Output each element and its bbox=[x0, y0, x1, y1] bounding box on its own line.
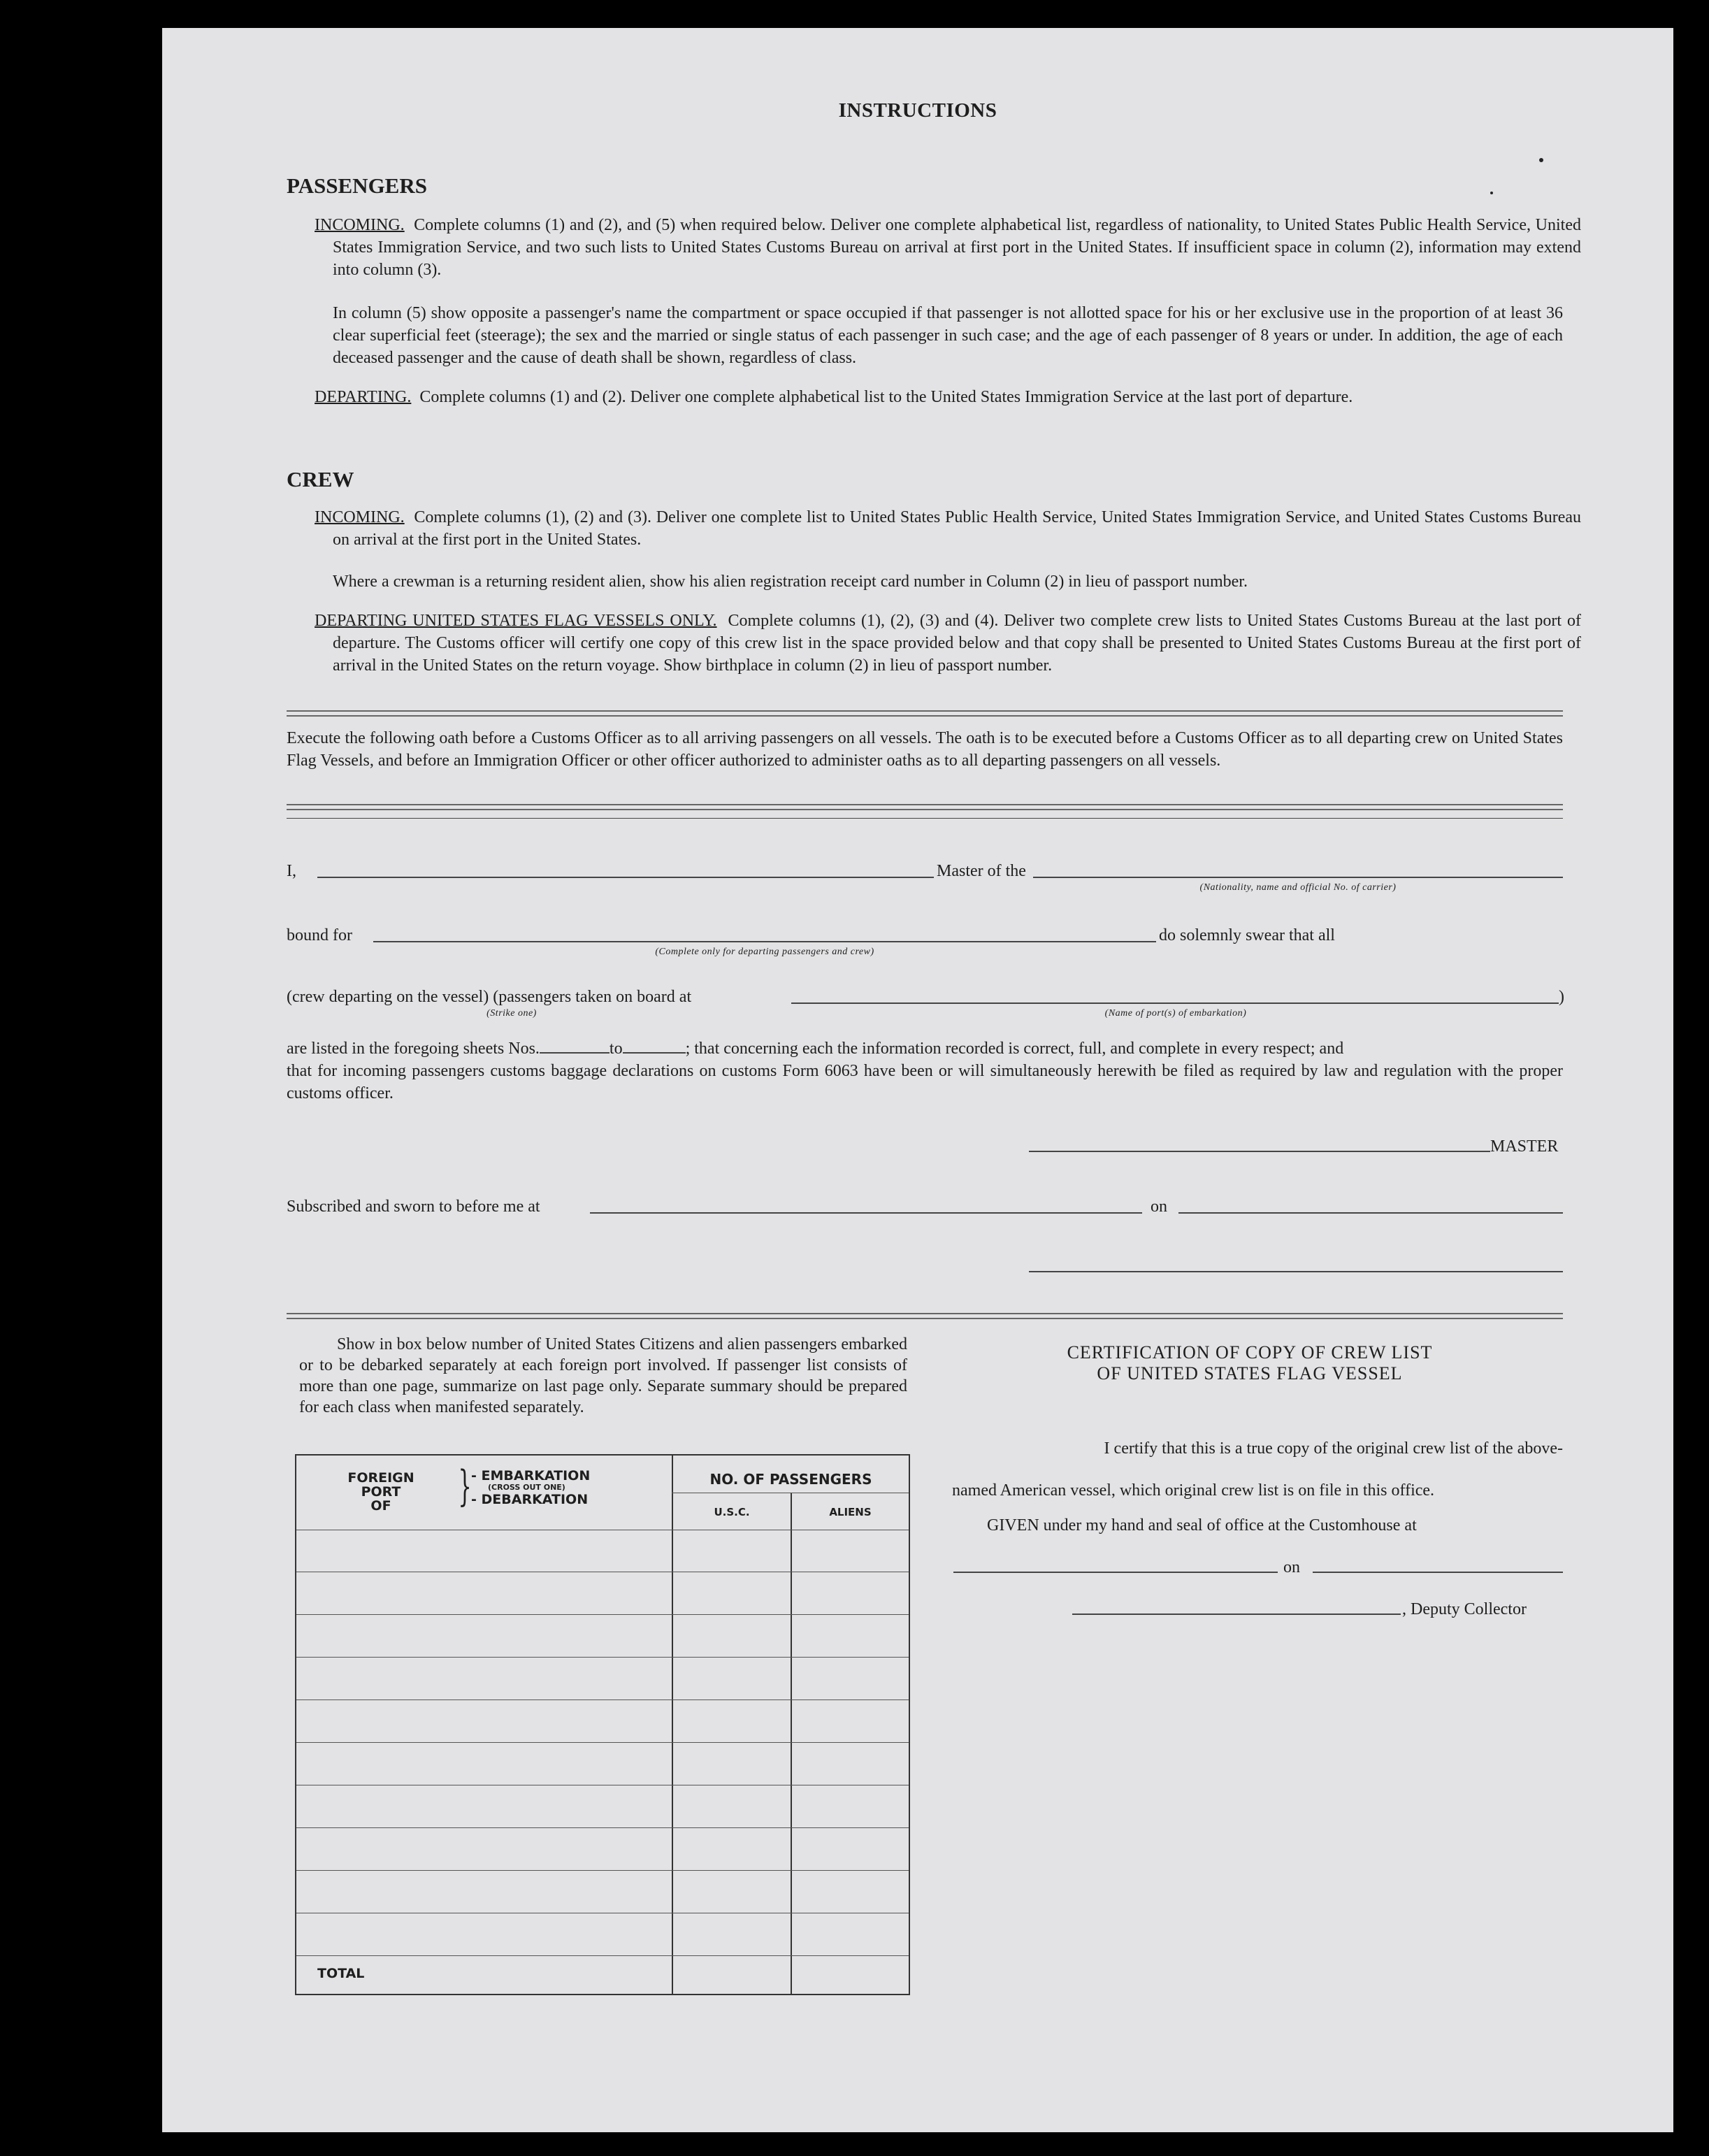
embark-debark-label bbox=[471, 1468, 590, 1507]
listed-text-a: are listed in the foregoing sheets Nos. bbox=[287, 1040, 540, 1058]
listed-text-c: that for incoming passengers customs baggage declarations on customs Form 6063 have been or will simultaneously herewith be filed as required by law and regulation with the proper customs officer. bbox=[287, 1062, 1563, 1102]
officer-signature-field[interactable] bbox=[1029, 1271, 1563, 1272]
listed-text-b: ; that concerning each the information recorded is correct, full, and complete in every respect; and bbox=[685, 1040, 1344, 1058]
passengers-departing-label: DEPARTING. bbox=[315, 388, 412, 406]
table-row bbox=[296, 1870, 909, 1871]
table-row bbox=[296, 1614, 909, 1615]
passengers-incoming-paragraph bbox=[315, 214, 1581, 281]
subscribed-on-label: on bbox=[1151, 1198, 1167, 1216]
aliens-header: ALIENS bbox=[829, 1506, 872, 1518]
divider-2b bbox=[287, 818, 1563, 819]
crew-heading: CREW bbox=[287, 467, 354, 491]
certification-heading-2: OF UNITED STATES FLAG VESSEL bbox=[1097, 1363, 1403, 1384]
summary-instruction: Show in box below number of United States Citizens and alien passengers embarked or to be debarked separately at each foreign port involved. If passenger list consists of more than one page, summarize on last page only. Separate summary should be prepared for each class when manifested separately. bbox=[299, 1335, 907, 1416]
crew-incoming-label: INCOMING. bbox=[315, 508, 405, 526]
crew-departing-label: (crew departing on the vessel) (passengers taken on board at bbox=[287, 988, 692, 1006]
carrier-field[interactable] bbox=[1033, 877, 1563, 878]
embarkation-label: - EMBARKATION bbox=[471, 1468, 591, 1483]
table-row bbox=[296, 1827, 909, 1828]
swear-label: do solemnly swear that all bbox=[1159, 926, 1335, 944]
subscribed-label: Subscribed and sworn to before me at bbox=[287, 1198, 540, 1216]
crew-incoming-paragraph bbox=[315, 506, 1581, 551]
deputy-signature-field[interactable] bbox=[1072, 1614, 1401, 1615]
close-paren: ) bbox=[1559, 988, 1564, 1006]
crew-departing-label: DEPARTING UNITED STATES FLAG VESSELS ONLY. bbox=[315, 612, 717, 630]
certify-line-3: GIVEN under my hand and seal of office at the Customhouse at bbox=[987, 1516, 1417, 1535]
brace-icon: } bbox=[458, 1462, 472, 1511]
crew-departing-text: Complete columns (1), (2), (3) and (4). Deliver two complete crew lists to United States Customs Bureau at the last port of departure. The Customs officer will certify one copy of this crew list in the space provided below and that copy shall be presented to United States Customs Bureau at the first port of arrival in the United States on the return voyage. Show birthplace in column (2) in lieu of passport number. bbox=[333, 612, 1581, 675]
deputy-collector-label: , Deputy Collector bbox=[1402, 1600, 1527, 1618]
table-row bbox=[296, 1955, 909, 1956]
table-row bbox=[296, 1742, 909, 1743]
listed-line bbox=[287, 1037, 1563, 1060]
divider-3 bbox=[287, 1313, 1563, 1319]
passengers-departing-paragraph bbox=[315, 386, 1581, 408]
customhouse-field[interactable] bbox=[953, 1572, 1278, 1573]
port-caption: (Name of port(s) of embarkation) bbox=[1104, 1008, 1247, 1019]
carrier-caption: (Nationality, name and official No. of carrier) bbox=[1199, 882, 1397, 893]
passengers-heading: PASSENGERS bbox=[287, 173, 427, 198]
page-title: INSTRUCTIONS bbox=[838, 99, 997, 122]
master-name-field[interactable] bbox=[317, 877, 934, 878]
cross-out-label: (CROSS OUT ONE) bbox=[488, 1483, 565, 1492]
debarkation-label: - DEBARKATION bbox=[471, 1492, 589, 1507]
subscribed-place-field[interactable] bbox=[590, 1212, 1142, 1214]
crew-departing-paragraph bbox=[315, 610, 1581, 677]
passengers-incoming-text: Complete columns (1) and (2), and (5) when required below. Deliver one complete alphabetical list, regardless of nationality, to United States Public Health Service, United States Immigration Service, and two such lists to United States Customs Bureau on arrival at first port in the United States. If insufficient space in column (2), information may extend into column (3). bbox=[333, 216, 1581, 279]
bound-for-label: bound for bbox=[287, 926, 352, 944]
passenger-summary-table bbox=[295, 1454, 910, 1995]
foreign-port-of-label bbox=[342, 1471, 419, 1513]
strike-one-caption: (Strike one) bbox=[486, 1008, 537, 1019]
oath-instruction: Execute the following oath before a Customs Officer as to all arriving passengers on all vessels. The oath is to be executed before a Customs Officer as to all departing crew on United States Flag Vessels, and before an Immigration Officer or other officer authorized to administer oaths as to all departing passengers on all vessels. bbox=[287, 729, 1563, 770]
divider-2 bbox=[287, 804, 1563, 810]
oath-i-label: I, bbox=[287, 862, 296, 880]
total-label: TOTAL bbox=[317, 1966, 365, 1981]
certification-heading-1: CERTIFICATION OF COPY OF CREW LIST bbox=[1067, 1342, 1433, 1363]
certify-date-field[interactable] bbox=[1313, 1572, 1563, 1573]
of-label: OF bbox=[370, 1498, 391, 1514]
sheets-to-field[interactable] bbox=[623, 1040, 686, 1054]
scan-speck bbox=[1490, 192, 1493, 194]
certify-on-label: on bbox=[1283, 1558, 1300, 1576]
table-row bbox=[296, 1657, 909, 1658]
passengers-incoming-label: INCOMING. bbox=[315, 216, 405, 234]
embarkation-port-field[interactable] bbox=[791, 1002, 1559, 1004]
master-of-the-label: Master of the bbox=[937, 862, 1026, 880]
crew-resident-paragraph: Where a crewman is a returning resident alien, show his alien registration receipt card number in Column (2) in lieu of passport number. bbox=[333, 573, 1248, 591]
divider-1 bbox=[287, 710, 1563, 717]
subscribed-date-field[interactable] bbox=[1178, 1212, 1563, 1214]
form-page bbox=[162, 28, 1673, 2132]
bound-for-field[interactable] bbox=[373, 941, 1156, 942]
table-divider-2 bbox=[791, 1493, 792, 1994]
foreign-label: FOREIGN bbox=[347, 1470, 414, 1486]
bound-for-caption: (Complete only for departing passengers and crew) bbox=[655, 947, 874, 957]
scan-speck bbox=[1539, 158, 1543, 162]
certify-line-2: named American vessel, which original crew list is on file in this office. bbox=[952, 1481, 1435, 1500]
passengers-column5-paragraph: In column (5) show opposite a passenger's name the compartment or space occupied if that passenger is not allotted space for his or her exclusive use in the proportion of at least 36 clear superficial feet (steerage); the sex and the married or single status of each passenger in such case; and the age of each passenger of 8 years or under. In addition, the age of each deceased passenger and the cause of death shall be shown, regardless of class. bbox=[333, 304, 1563, 367]
certification-heading bbox=[998, 1342, 1501, 1384]
certify-line-1: I certify that this is a true copy of the original crew list of the above- bbox=[1104, 1439, 1563, 1458]
master-signature-field[interactable] bbox=[1029, 1151, 1490, 1152]
no-passengers-header: NO. OF PASSENGERS bbox=[709, 1471, 872, 1488]
listed-to: to bbox=[609, 1040, 623, 1058]
sheets-from-field[interactable] bbox=[540, 1040, 610, 1054]
passengers-departing-text: Complete columns (1) and (2). Deliver one complete alphabetical list to the United States Immigration Service at the last port of departure. bbox=[419, 388, 1353, 406]
usc-header: U.S.C. bbox=[714, 1506, 750, 1518]
port-label: PORT bbox=[361, 1484, 401, 1500]
table-row bbox=[296, 1699, 909, 1700]
master-label: MASTER bbox=[1490, 1137, 1559, 1156]
crew-incoming-text: Complete columns (1), (2) and (3). Deliver one complete list to United States Public Health Service, United States Immigration Service, and United States Customs Bureau on arrival at the first port in the United States. bbox=[333, 508, 1581, 549]
